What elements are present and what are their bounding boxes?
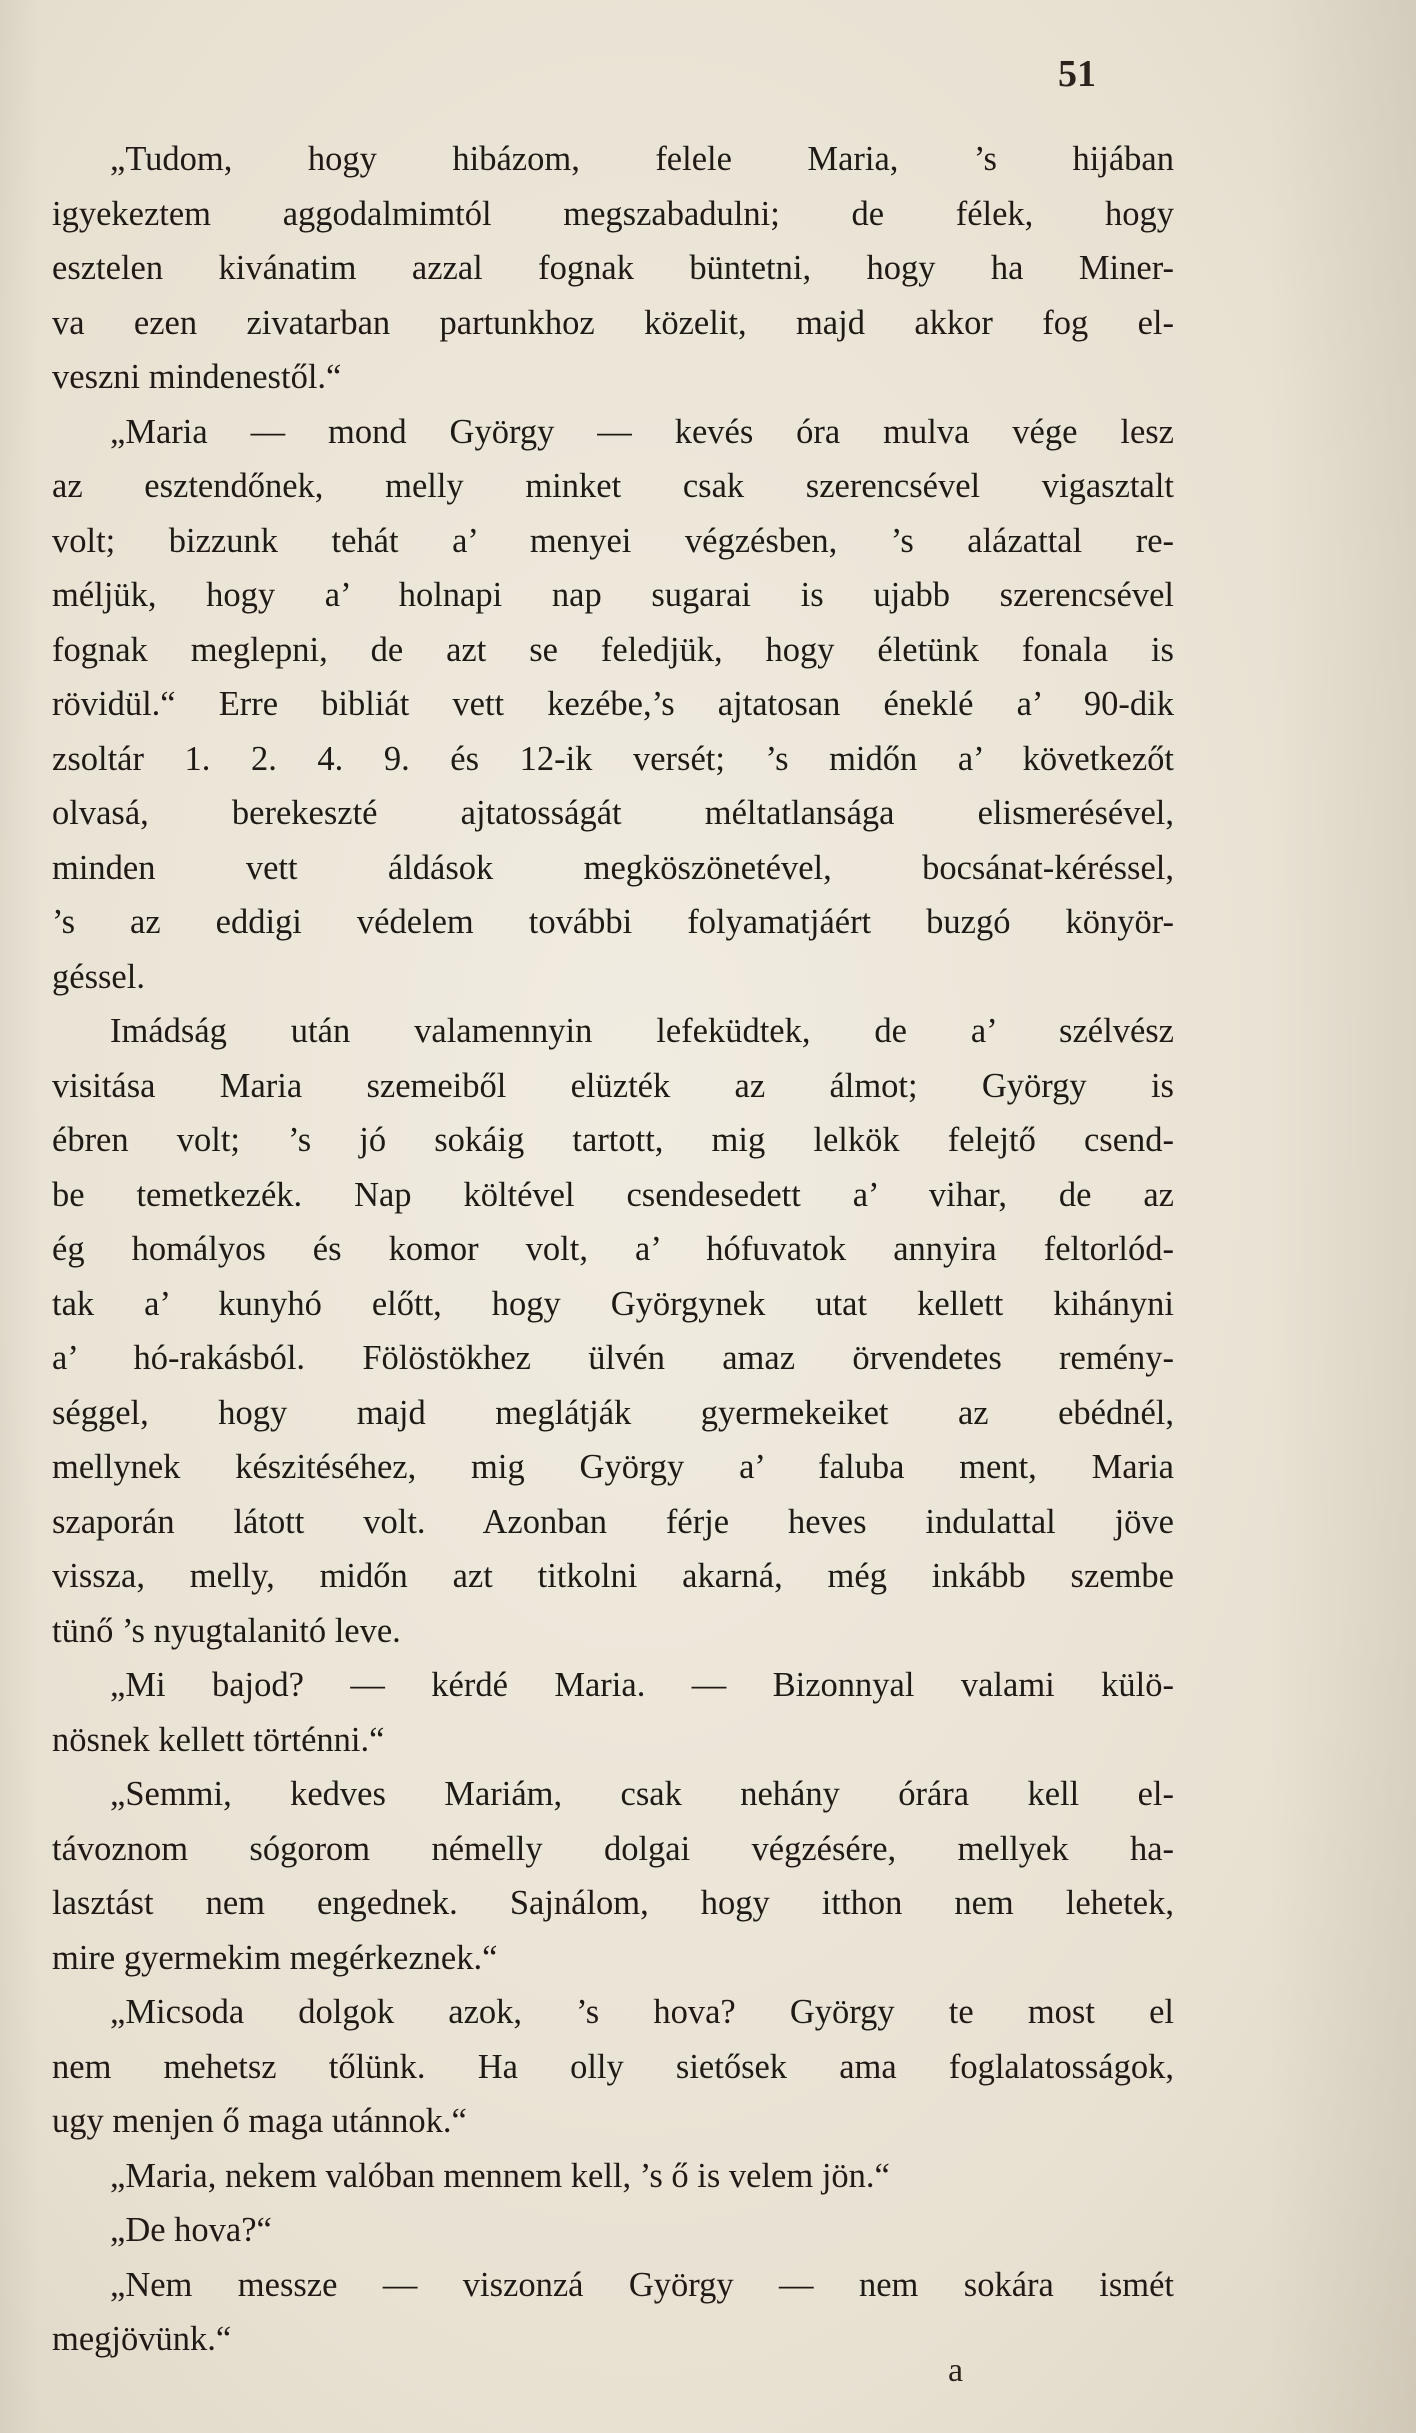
text-line: tünő ’s nyugtalanitó leve. (52, 1611, 401, 1650)
catchword: a (948, 2352, 964, 2389)
text-line: szaporán látott volt. Azonban férje heves indulattal jöve (52, 1502, 1174, 1541)
text-line: géssel. (52, 957, 145, 996)
text-line: fognak meglepni, de azt se feledjük, hogy életünk fonala is (52, 630, 1174, 669)
text-line: az esztendőnek, melly minket csak szerencsével vigasztalt (52, 467, 1174, 505)
text-line: mire gyermekim megérkeznek.“ (52, 1938, 498, 1977)
page-number: 51 (1058, 53, 1096, 95)
text-line: méljük, hogy a’ holnapi nap sugarai is ujabb szerencsével (52, 576, 1174, 614)
text-line: „Semmi, kedves Mariám, csak nehány órára kell el- (110, 1775, 1174, 1813)
text-line: veszni mindenestől.“ (52, 358, 342, 396)
page-edge-shadow (0, 0, 40, 2433)
text-line: ’s az eddigi védelem további folyamatjáért buzgó könyör- (52, 903, 1174, 941)
text-line: ugy menjen ő maga utánnok.“ (52, 2102, 467, 2140)
text-line: „Mi bajod? — kérdé Maria. — Bizonnyal valami külö- (110, 1666, 1174, 1704)
text-line: minden vett áldások megköszönetével, bocsánat-kéréssel, (52, 848, 1174, 887)
text-line: Imádság után valamennyin lefeküdtek, de a’ szélvész (110, 1012, 1174, 1050)
text-line: távoznom sógorom némelly dolgai végzésére, mellyek ha- (52, 1829, 1174, 1868)
text-line: zsoltár 1. 2. 4. 9. és 12-ik versét; ’s midőn a’ következőt (52, 739, 1174, 778)
text-line: olvasá, berekeszté ajtatosságát méltatlansága elismerésével, (52, 794, 1174, 832)
text-line: „Micsoda dolgok azok, ’s hova? György te most el (110, 1993, 1174, 2031)
text-line: séggel, hogy majd meglátják gyermekeiket az ebédnél, (52, 1393, 1174, 1432)
text-line: vissza, melly, midőn azt titkolni akarná, még inkább szembe (52, 1557, 1174, 1595)
gutter-shadow (1266, 0, 1416, 2433)
body-text (52, 132, 1174, 2367)
text-line: lasztást nem engednek. Sajnálom, hogy itthon nem lehetek, (52, 1884, 1174, 1922)
text-line: rövidül.“ Erre bibliát vett kezébe,’s ajtatosan éneklé a’ 90-dik (52, 685, 1174, 723)
text-line: megjövünk.“ (52, 2320, 232, 2358)
text-line: ébren volt; ’s jó sokáig tartott, mig lelkök felejtő csend- (52, 1121, 1174, 1159)
text-line: „Maria — mond György — kevés óra mulva vége lesz (110, 412, 1174, 451)
text-line: „Maria, nekem valóban mennem kell, ’s ő is velem jön.“ (110, 2156, 890, 2195)
text-line: ég homályos és komor volt, a’ hófuvatok annyira feltorlód- (52, 1230, 1174, 1268)
text-line: igyekeztem aggodalmimtól megszabadulni; de félek, hogy (52, 194, 1174, 233)
text-line: nem mehetsz tőlünk. Ha olly sietősek ama foglalatosságok, (52, 2047, 1174, 2086)
text-line: „Tudom, hogy hibázom, felele Maria, ’s hijában (110, 140, 1174, 178)
text-line: volt; bizzunk tehát a’ menyei végzésben, ’s alázattal re- (52, 521, 1174, 560)
text-line: be temetkezék. Nap költével csendesedett a’ vihar, de az (52, 1175, 1174, 1214)
text-line: „De hova?“ (110, 2211, 272, 2249)
text-line: nösnek kellett történni.“ (52, 1720, 385, 1759)
text-line: tak a’ kunyhó előtt, hogy Györgynek utat kellett kihányni (52, 1284, 1174, 1323)
text-line: esztelen kivánatim azzal fognak büntetni, hogy ha Miner- (52, 249, 1174, 287)
text-line: visitása Maria szemeiből elüzték az álmot; György is (52, 1066, 1174, 1105)
text-line: va ezen zivatarban partunkhoz közelit, majd akkor fog el- (52, 303, 1174, 342)
text-line: „Nem messze — viszonzá György — nem sokára ismét (110, 2265, 1174, 2304)
text-line: mellynek készitéséhez, mig György a’ faluba ment, Maria (52, 1448, 1174, 1486)
text-line: a’ hó-rakásból. Fölöstökhez ülvén amaz örvendetes remény- (52, 1339, 1174, 1377)
